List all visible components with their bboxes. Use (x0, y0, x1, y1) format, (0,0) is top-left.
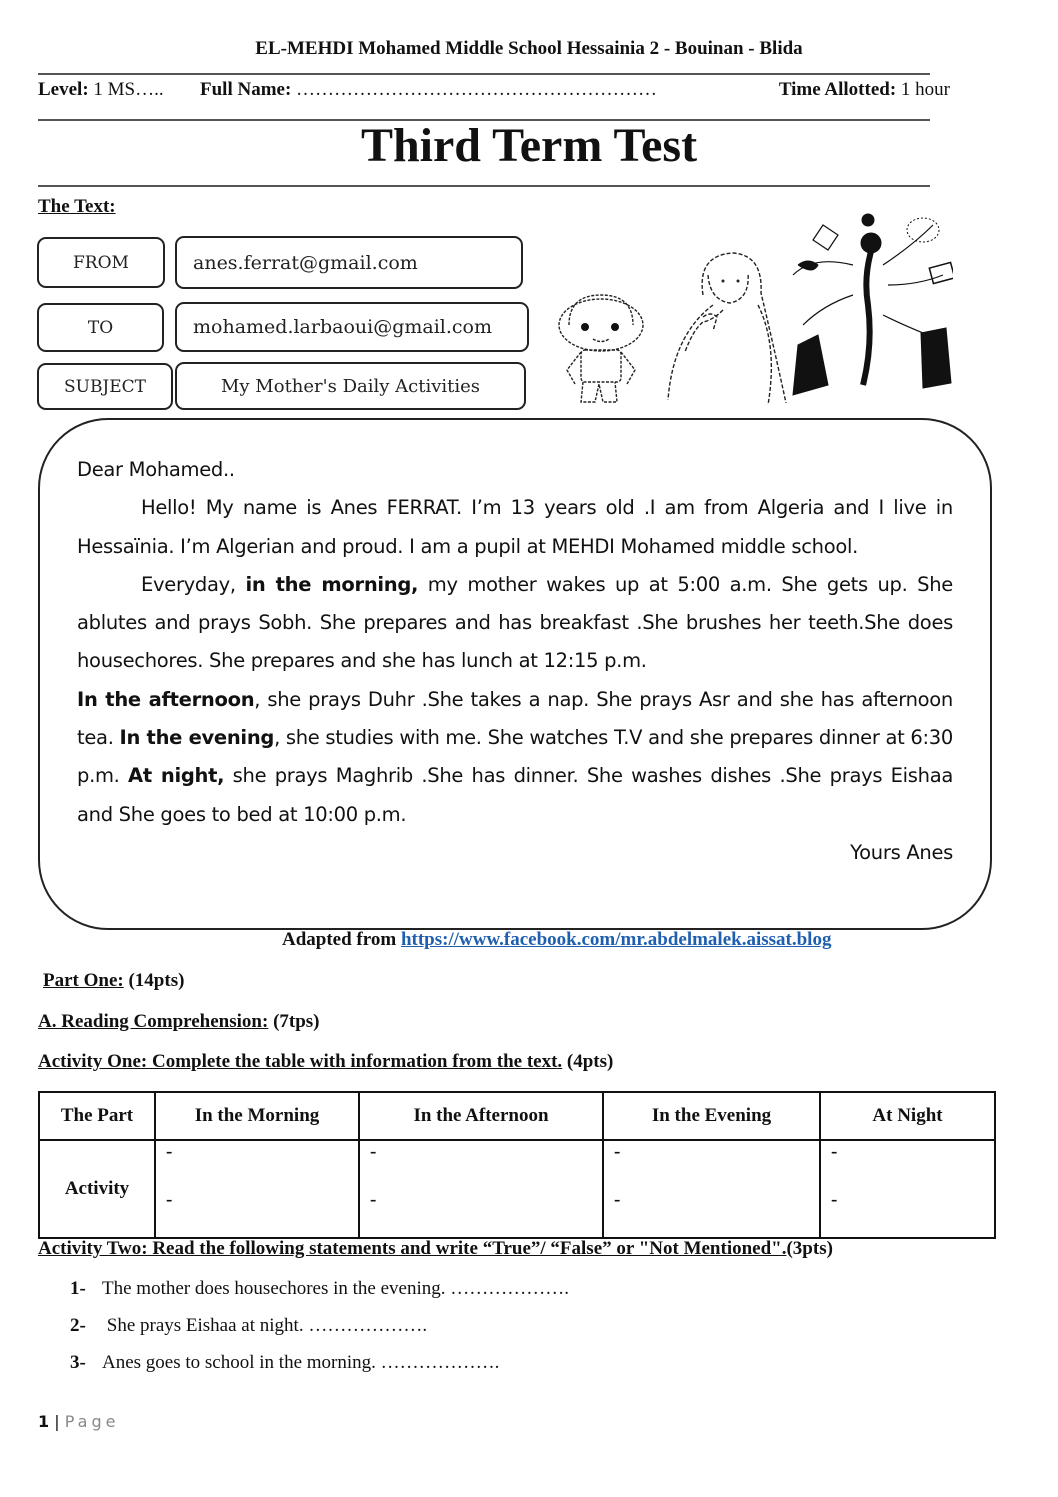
statement-item[interactable]: 2- She prays Eishaa at night. ………………. (70, 1315, 428, 1336)
boy-illustration (559, 295, 643, 402)
source-link[interactable]: https://www.facebook.com/mr.abdelmalek.aissat.blog (400, 929, 832, 950)
to-label: TO (37, 303, 164, 352)
letter-paragraph: In the afternoon, she prays Duhr .She takes a nap. She prays Asr and she has afternoon tea. In the evening, she studies with me. She watches T.V and she prepares dinner at 6:30 p.m. At night, she prays Maghrib .She has dinner. She washes dishes .She prays Eishaa and She goes to bed at 10:00 p.m. (77, 687, 954, 826)
veiled-woman-illustration (668, 253, 786, 405)
answer-cell-night[interactable]: - - (820, 1140, 995, 1238)
table-header: In the Morning (155, 1092, 359, 1140)
subject-label: SUBJECT (37, 363, 173, 410)
time-of-day-morning: in the morning, (245, 572, 419, 596)
from-value: anes.ferrat@gmail.com (175, 236, 523, 289)
time-of-day-night: At night, (128, 764, 225, 788)
letter-body (77, 451, 953, 872)
table-header: At Night (820, 1092, 995, 1140)
table-row (39, 1140, 995, 1238)
letter-paragraph: Hello! My name is Anes FERRAT. I’m 13 years old .I am from Algeria and I live in Hessaïnia. I’m Algerian and proud. I am a pupil at MEHDI Mohamed middle school. (77, 496, 953, 558)
answer-cell-evening[interactable]: - - (603, 1140, 820, 1238)
to-value: mohamed.larbaoui@gmail.com (175, 302, 529, 352)
table-header: In the Afternoon (359, 1092, 603, 1140)
row-label: Activity (39, 1140, 155, 1238)
answer-cell-morning[interactable]: - - (155, 1140, 359, 1238)
page-number: 1 (38, 1412, 50, 1431)
table-header-row (39, 1092, 995, 1140)
time-allotted: Time Allotted: 1 hour (778, 79, 950, 100)
subject-value: My Mother's Daily Activities (175, 362, 526, 410)
source-credit: Adapted from https://www.facebook.com/mr.abdelmalek.aissat.blog (282, 929, 832, 950)
table-header: In the Evening (603, 1092, 820, 1140)
student-info-row (38, 79, 950, 101)
time-of-day-afternoon: In the afternoon (77, 687, 255, 711)
page-footer: 1 | Page (38, 1412, 120, 1431)
divider (38, 73, 930, 75)
illustrations (553, 205, 953, 405)
answer-cell-afternoon[interactable]: - - (359, 1140, 603, 1238)
letter-paragraph: Everyday, in the morning, my mother wakes up at 5:00 a.m. She gets up. She ablutes and prays Sobh. She prepares and has breakfast .She brushes her teeth.She does housechores. She prepares and she has lunch at 12:15 p.m. (77, 572, 953, 673)
reading-comprehension-heading: A. Reading Comprehension: (7tps) (38, 1011, 320, 1032)
letter-greeting: Dear Mohamed.. (77, 458, 235, 481)
level-field: Level: 1 MS….. (38, 79, 164, 100)
table-header: The Part (39, 1092, 155, 1140)
from-label: FROM (37, 237, 165, 288)
activity-one-heading: Activity One: Complete the table with information from the text. (4pts) (38, 1051, 614, 1072)
statements-list (70, 1278, 569, 1389)
activity-two-heading: Activity Two: Read the following statements and write “True”/ “False” or "Not Mentioned".(3pts) (38, 1238, 833, 1259)
page-label: Page (64, 1412, 120, 1431)
activity-table (38, 1091, 996, 1239)
divider (38, 185, 930, 187)
school-name: EL-MEHDI Mohamed Middle School Hessainia 2 - Bouinan - Blida (255, 38, 803, 59)
full-name-field[interactable]: Full Name: ………………………………………………… (200, 79, 658, 100)
time-of-day-evening: In the evening (119, 726, 275, 750)
page-title: Third Term Test (360, 119, 698, 172)
section-heading-the-text: The Text: (38, 196, 116, 217)
statement-item[interactable]: 3- Anes goes to school in the morning. ………………. (70, 1352, 500, 1373)
busy-mother-illustration (793, 214, 953, 395)
statement-item[interactable]: 1- The mother does housechores in the evening. ………………. (70, 1278, 569, 1299)
letter-signature: Yours Anes (850, 840, 953, 864)
part-one-heading: Part One: (14pts) (43, 970, 185, 991)
